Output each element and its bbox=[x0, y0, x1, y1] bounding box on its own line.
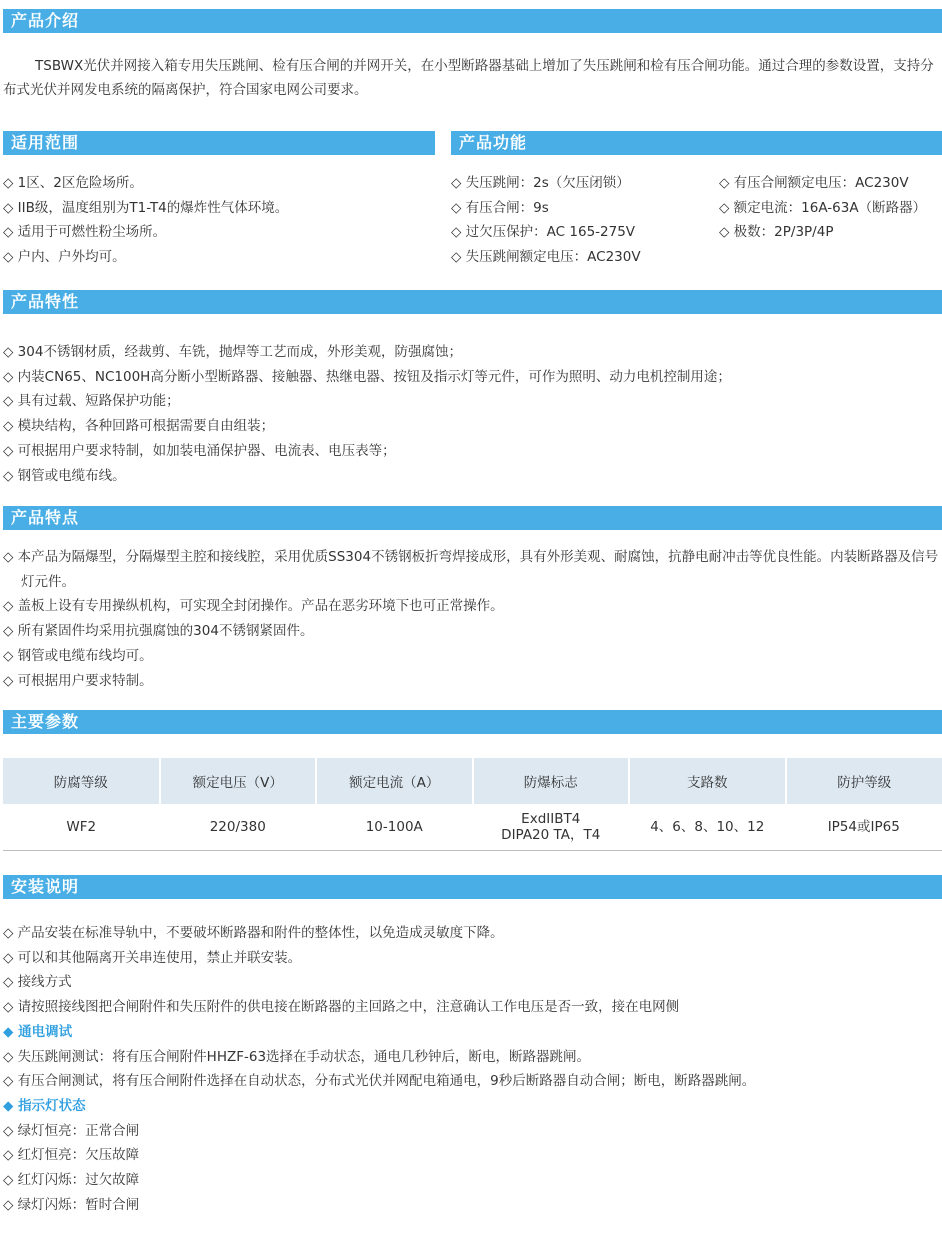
list-item: ◇ 请按照接线图把合闸附件和失压附件的供电接在断路器的主回路之中，注意确认工作电压是否一致，接在电网侧 bbox=[3, 999, 680, 1016]
params-table bbox=[3, 758, 942, 851]
features-header: 产品特点 bbox=[3, 506, 942, 530]
install-list bbox=[3, 921, 755, 1217]
list-item: ◇ 额定电流：16A-63A（断路器） bbox=[719, 199, 927, 216]
list-item: ◇ 本产品为隔爆型，分隔爆型主腔和接线腔，采用优质SS304不锈钢板折弯焊接成形，具有外形美观、耐腐蚀，抗静电耐冲击等优良性能。内装断路器及信号灯元件。 bbox=[3, 549, 939, 590]
list-item: ◇ 有压合闸额定电压：AC230V bbox=[719, 175, 909, 191]
scope-list bbox=[3, 171, 288, 270]
install-header: 安装说明 bbox=[3, 875, 942, 899]
list-item: ◇ 过欠压保护：AC 165-275V bbox=[451, 224, 636, 241]
subheading-power-test: ◆ 通电调试 bbox=[3, 1023, 73, 1040]
list-item: ◇ IIB级，温度组别为T1-T4的爆炸性气体环境。 bbox=[3, 199, 289, 216]
table-cell bbox=[473, 804, 630, 851]
list-item: ◇ 304不锈钢材质，经裁剪、车铣，抛焊等工艺而成，外形美观，防强腐蚀； bbox=[3, 344, 462, 360]
list-item: ◇ 可根据用户要求特制。 bbox=[3, 672, 153, 689]
list-item: ◇ 可以和其他隔离开关串连使用，禁止并联安装。 bbox=[3, 949, 302, 966]
table-cell: WF2 bbox=[3, 804, 160, 851]
list-item: ◇ 接线方式 bbox=[3, 974, 72, 991]
list-item: ◇ 1区、2区危险场所。 bbox=[3, 175, 143, 191]
list-item: ◇ 钢管或电缆布线。 bbox=[3, 467, 126, 484]
list-item: ◇ 失压跳闸：2s（欠压闭锁） bbox=[451, 175, 630, 191]
list-item: ◇ 所有紧固件均采用抗强腐蚀的304不锈钢紧固件。 bbox=[3, 623, 314, 640]
ex-mark-line-2: DIPA20 TA，T4 bbox=[501, 827, 601, 843]
params-header: 主要参数 bbox=[3, 710, 942, 734]
characteristics-list bbox=[3, 340, 731, 488]
list-item: ◇ 具有过载、短路保护功能； bbox=[3, 393, 180, 410]
intro-text: TSBWX光伏并网接入箱专用失压跳闸、检有压合闸的并网开关，在小型断路器基础上增加了失压跳闸和检有压合闸功能。通过合理的参数设置，支持分布式光伏并网发电系统的隔离保护，符合国家电网公司要求。 bbox=[3, 58, 934, 98]
functions-list-1 bbox=[451, 171, 641, 270]
list-item: ◇ 有压合闸：9s bbox=[451, 199, 549, 216]
table-cell: 220/380 bbox=[160, 804, 317, 851]
list-item: ◇ 红灯恒亮：欠压故障 bbox=[3, 1147, 140, 1164]
list-item: ◇ 适用于可燃性粉尘场所。 bbox=[3, 224, 167, 241]
subheading-indicator-status: ◆ 指示灯状态 bbox=[3, 1097, 86, 1114]
scope-header: 适用范围 bbox=[3, 131, 435, 155]
list-item: ◇ 钢管或电缆布线均可。 bbox=[3, 647, 153, 664]
table-row bbox=[3, 804, 942, 851]
table-header-cell: 防爆标志 bbox=[473, 758, 630, 804]
table-header-cell: 防腐等级 bbox=[3, 758, 160, 804]
ex-mark-line-1: ExdIIBT4 bbox=[521, 811, 581, 827]
table-cell: IP54或IP65 bbox=[786, 804, 942, 851]
table-header-cell: 额定电压（V） bbox=[160, 758, 317, 804]
table-header-cell: 防护等级 bbox=[786, 758, 942, 804]
table-cell: 10-100A bbox=[316, 804, 473, 851]
list-item: ◇ 内装CN65、NC100H高分断小型断路器、接触器、热继电器、按钮及指示灯等元件，可作为照明、动力电机控制用途； bbox=[3, 368, 731, 385]
list-item: ◇ 绿灯闪烁：暂时合闸 bbox=[3, 1196, 140, 1213]
list-item: ◇ 失压跳闸测试：将有压合闸附件HHZF-63选择在手动状态，通电几秒钟后，断电，断路器跳闸。 bbox=[3, 1048, 591, 1065]
intro-header: 产品介绍 bbox=[3, 9, 942, 33]
list-item: ◇ 产品安装在标准导轨中，不要破坏断路器和附件的整体性，以免造成灵敏度下降。 bbox=[3, 925, 504, 941]
characteristics-header: 产品特性 bbox=[3, 290, 942, 314]
list-item: ◇ 有压合闸测试，将有压合闸附件选择在自动状态，分布式光伏并网配电箱通电，9秒后断路器自动合闸；断电，断路器跳闸。 bbox=[3, 1073, 756, 1090]
list-item: ◇ 盖板上设有专用操纵机构，可实现全封闭操作。产品在恶劣环境下也可正常操作。 bbox=[3, 598, 504, 615]
list-item: ◇ 极数：2P/3P/4P bbox=[719, 224, 834, 241]
table-header-cell: 额定电流（A） bbox=[316, 758, 473, 804]
list-item: ◇ 失压跳闸额定电压：AC230V bbox=[451, 249, 641, 266]
list-item: ◇ 绿灯恒亮：正常合闸 bbox=[3, 1122, 140, 1139]
list-item: ◇ 模块结构，各种回路可根据需要自由组装； bbox=[3, 418, 275, 435]
features-list bbox=[3, 545, 942, 693]
table-header-cell: 支路数 bbox=[629, 758, 786, 804]
table-cell: 4、6、8、10、12 bbox=[629, 804, 786, 851]
list-item: ◇ 户内、户外均可。 bbox=[3, 249, 126, 266]
list-item: ◇ 红灯闪烁：过欠故障 bbox=[3, 1172, 140, 1189]
functions-list-2 bbox=[719, 171, 942, 245]
table-header-row bbox=[3, 758, 942, 804]
functions-header: 产品功能 bbox=[451, 131, 942, 155]
list-item: ◇ 可根据用户要求特制，如加装电涌保护器、电流表、电压表等； bbox=[3, 442, 396, 459]
